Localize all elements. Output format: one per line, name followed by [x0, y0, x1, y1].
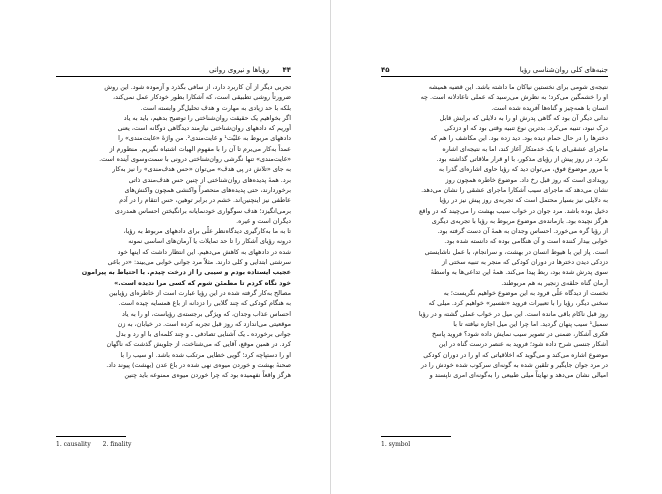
left-line: جوانی برخورده ـ یک آشنایی تصادفی ـ و چند کلمه‌ای با او رد و بدل	[115, 330, 291, 339]
right-line: به دلایلی نیز بسیار محتمل است که تجربه‌ی روز پیش نیز در رؤیا	[439, 196, 608, 205]
left-line: اگر بخواهیم یک حقیقت روان‌شناختی را توضیح بدهیم، باید به یاد	[123, 113, 291, 122]
left-line: او را دستپاچه کرد؛ گویی خطایی مرتکب شده باشد. او سیب را با	[120, 350, 291, 359]
right-line: سوی پدرش شده بود، ربط پیدا می‌کند. همهٔ این تداعی‌ها به واسطهٔ	[430, 268, 608, 277]
right-footnotes	[381, 440, 420, 449]
right-running-title: جنبه‌های کلی روان‌شناسی رؤیا	[519, 66, 608, 74]
left-line: شده در دادههای به کاهش می‌دهیم. این انتظار داشت که اینها خود	[117, 247, 291, 256]
left-line: تا به ما به‌کارگیری دیدگاه‌نظر علّی برای دادههای مربوط به رؤیا،	[123, 227, 291, 236]
left-footnotes	[56, 440, 141, 449]
right-line: انسان با همه‌چیز و گناه‌ها آفریده شده است.	[491, 103, 608, 112]
right-line: است. پاز این با هیوط انسان در بهشت، و سرانجام، با عمل ناشایستی	[424, 247, 608, 256]
left-line: موقعیتی می‌اندازد که روز قبل تجربه کرده است. در خیابان، به زن	[117, 319, 291, 328]
left-line: مصالح به‌کار گرفته شده در این رؤیا عبارت است از خاطره‌ای رؤیابین	[108, 288, 291, 297]
right-line: ماجرای عشقی‌ای با یک خدمتکار آغاز کند، اما به نتیجه‌ای اشاره	[442, 144, 608, 153]
left-line: به هنگام کودکی که چند گلابی را دزدانه از باغ همسایه چیده است.	[118, 299, 291, 308]
right-footnote: 1. symbol	[381, 441, 411, 448]
left-line: ضرورتاً روشی تطبیقی است، که آشکارا بطور خودکار عمل نمی‌کند،	[113, 93, 291, 102]
right-page-number: ۴۵	[381, 66, 390, 74]
left-line-emphasis: عجیب ایستاده بودم و سیبی را از درخت چیدم. با احتیاط به پیرامون	[81, 268, 291, 277]
left-line: بلکه با حد زیادی به مهارت و هدف تحلیل‌گر وابسته است.	[140, 103, 291, 112]
right-line: نتیجه‌ی شومی برای نخستین نیاکان ما داشته باشد. این قضیه همیشه	[428, 83, 608, 91]
left-line: دادههای مربوط به علیّت¹ و غایت‌مندی². من واژهٔ «غایت‌مندی» را	[118, 134, 291, 143]
left-line: هرگز واقعاً نفهمیده بود که چرا خوردن میوه‌ی ممنوعه باید چنین	[124, 371, 291, 380]
right-line: امیالی نشان می‌دهد و نهایتاً میلی طبیعی را به‌گونه‌ای امری ناپسند و	[429, 371, 608, 380]
right-page-header	[381, 64, 608, 76]
right-line: از رؤیا گره می‌خورد. احساس وجدان به همهٔ آن دست گرفته بود.	[437, 227, 608, 236]
left-line: تجربی دیگر از آن کاربرد دارد، از سافی بگذرد و آزموده شود. این روش	[104, 83, 291, 91]
right-page	[331, 0, 662, 494]
left-footnote: 2. finality	[102, 441, 132, 448]
right-line: آشکار جنسی شرح داده شود؛ فروید به عنصر درست گناه در این	[438, 340, 608, 349]
right-line: روز قبل ناکام باقی مانده است. این میل در خواب عملی گشته و در رؤیا	[418, 309, 608, 318]
left-line: درونه رؤیای آشکار را تا حد تمایلات یا آرمان‌های اساسی نمونه	[128, 237, 291, 246]
left-line: آوریم که دادههای روان‌شناختی نیازمند دیدگاهی دوگانه است، یعنی	[117, 124, 291, 133]
right-footnote-rule	[381, 436, 451, 437]
right-line: نخست از دیدگاه علّی فرود به این موضوع خواهیم نگریست؛ به	[443, 288, 608, 297]
left-header-rule	[56, 76, 291, 77]
right-line: دزدکی دیدن دخترها در دوران کودکی که منجر به تنبیه سختی از	[442, 258, 608, 267]
left-line: برمی‌انگیزد؛ هدف سوگواری خودنمایانه برانگیختن احساس همدردی	[114, 206, 291, 215]
right-line: نکرد. در روز پیش از رؤیای مذکور، با او قرار ملاقاتی گذاشته بود.	[436, 155, 608, 164]
right-line: در مرد جوان جایگیر و تلقین شده به گونه‌ای سرکوب شده خودش را در	[420, 361, 608, 370]
left-footnote: 1. causality	[56, 441, 91, 448]
right-line: ندانی دیگر آن بود که گاهی پدرش او را به دلایلی که برایش قابل	[439, 113, 608, 122]
right-line: خوابی بیدار کننده است و آن هنگامی بوده که دانسته شده بود.	[444, 237, 608, 246]
right-line: درک نبود، تنبیه می‌کرد. بدترین نوع تنبیه وقتی بود که او دزدکی	[444, 124, 608, 133]
left-line: به جای «تلاش در پی هدف» می‌توان «حس هدف‌مندی» را نیز به‌کار	[112, 165, 291, 174]
right-line: دخترها را در حال حمام دیده بود. دید زده بود. این مکاشف را هم که	[430, 134, 608, 143]
left-line: برد. همهٔ پدیده‌های روان‌شناختی از چنین حس هدف‌مندی ذاتی	[128, 175, 291, 184]
right-line: رویدادی است که روز قبل رخ داد. موضوع خاطره همچون روز	[445, 175, 608, 184]
right-line: سخنی دیگر، رؤیا را با تعبیرات فروید «تفسیر» خواهیم کرد. میلی که	[428, 299, 608, 308]
left-body-text	[56, 82, 291, 381]
right-line: او را خشمگین می‌کرد؛ به نظرش می‌رسید که عملی ناعادلانه است. چه	[420, 93, 608, 102]
left-line: «غایت‌مندی» تنها نگرشی روان‌شناختی درونی با سمت‌وسوی آینده است.	[99, 155, 291, 164]
left-line: عمداً به‌کار می‌برم تا آن را با مفهوم الهیات اشتباه نگیریم. منظورم از	[109, 144, 291, 153]
right-line: موضوع اشاره می‌کند و می‌گوید که اخلاقیاتی که او را در دوران کودکی	[423, 350, 608, 359]
left-footnote-rule	[56, 436, 126, 437]
left-line: احساس عذاب وجدان، که ویژگی برجسته‌ی رؤیاست، او را به یاد	[121, 309, 291, 318]
right-line: هرگز نچیده بود. بازمانده‌ی موضوع مربوط به رؤیا با تجربه‌ی دیگری	[431, 216, 608, 225]
right-line: آرمان گناه حلقه‌ی زنجیر به هم مربوطند.	[501, 278, 608, 287]
left-page-header	[56, 64, 291, 76]
right-line: دخیل بوده باشد. مرد جوان در خواب سیب بهشت را می‌چیند که در واقع	[419, 206, 608, 215]
left-page-number: ۴۴	[282, 66, 291, 74]
left-line: عاطفی نیز اینچنین‌اند. خشم در برابر توهین، حس انتقام را در آدم	[119, 196, 291, 205]
left-line: صحنهٔ بهشت و خوردن میوه‌ی نهی شده در باغ عدن (بهشت) پیوند داد.	[106, 361, 291, 370]
right-line: نشان می‌دهد که ماجرای سیب آشکارا ماجرای عشقی را نشان می‌دهد.	[421, 185, 608, 194]
right-body-text	[381, 82, 608, 381]
left-line-emphasis: خود نگاه کردم تا مطمئن شوم که کسی مرا ندیده است.»	[114, 278, 291, 287]
right-line: با مرور موضوع فوق، می‌توان دید که رؤیا حاوی اشاره‌ای گذرا به	[438, 165, 608, 174]
left-line: کرد. در همین موقع، آقایی که می‌شناخت، از جلویش گذشت که ناگهان	[106, 340, 291, 349]
left-line: دیگران است و غیره.	[236, 216, 291, 225]
right-line: فکری آشکار، ضمنی در تصویر سیب نمایش داده شود؟ فروید پاسخ	[431, 330, 608, 339]
left-line: برخوردارند، حتی پدیده‌های منحصراً واکنشی همچون واکنش‌های	[124, 185, 291, 194]
right-header-rule	[381, 76, 608, 77]
left-running-title: رؤیاها و نیروی روانی	[209, 66, 269, 74]
right-line: سمبل¹ سیب پنهان گردید. اما چرا این میل اجازه نیافته تا با	[453, 319, 608, 328]
left-line: سرشتی ابتدایی و کلی دارند. مثلاً مرد جوانی خوابی می‌بیند: «در باغی	[107, 258, 291, 267]
